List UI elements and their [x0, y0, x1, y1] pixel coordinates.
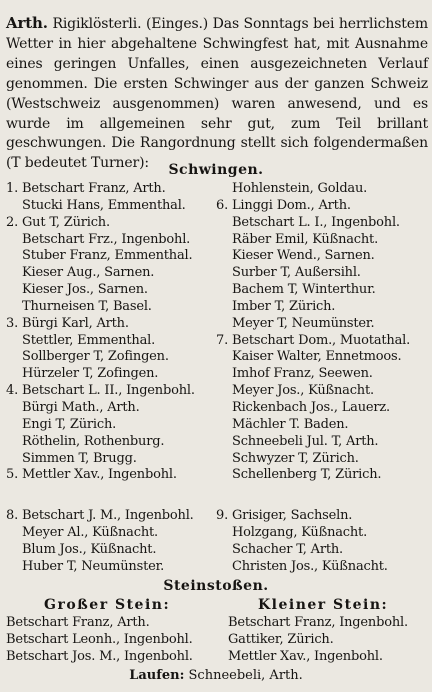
competitor-name: Huber T, Neumünster. — [22, 558, 165, 574]
rank-number: 1. — [6, 181, 19, 196]
competitor-name: Simmen T, Brugg. — [22, 450, 137, 466]
competitor-name: Röthelin, Rothenburg. — [22, 433, 165, 449]
result-entry — [216, 542, 388, 559]
competitor-name: Schacher T, Arth. — [232, 541, 343, 557]
competitor-name: Betschart Franz, Arth. — [22, 181, 166, 196]
result-entry — [216, 525, 388, 542]
result-entry — [216, 508, 388, 525]
competitor-name: Hohlenstein, Goldau. — [232, 181, 368, 196]
result-entry — [6, 383, 195, 400]
result-entry — [6, 333, 195, 350]
result-entry — [216, 299, 410, 316]
grosser-stein-list — [6, 615, 193, 666]
result-entry: Betschart Franz, Ingenbohl. — [228, 615, 408, 630]
competitor-name: Engi T, Zürich. — [22, 416, 117, 432]
competitor-name: Schwyzer T, Zürich. — [232, 450, 359, 466]
result-entry — [216, 215, 410, 232]
competitor-name: Thurneisen T, Basel. — [22, 298, 152, 314]
competitor-name: Imhof Franz, Seewen. — [232, 366, 373, 382]
rank-number: 9. — [216, 508, 229, 523]
result-entry — [216, 181, 410, 198]
intro-text: Rigiklösterli. (Einges.) Das Sonntags bei herrlichstem Wetter in hier abgehaltene Schwingfest hat, mit Ausnahme eines geringen Unfalles, einen ausgezeichneten Verlauf genommen. Die ersten Schwinger aus der ganzen Schweiz (Westschweiz ausgenommen) waren anwesend, und es wurde im allgemeinen sehr gut, zum Teil brillant geschwungen. Die Rangordnung stellt sich folgendermaßen (T bedeutet Turner): — [6, 16, 428, 172]
result-entry — [6, 451, 195, 468]
result-entry — [6, 248, 195, 265]
result-entry — [6, 181, 195, 198]
result-entry — [216, 366, 410, 383]
rank-number: 3. — [6, 315, 19, 331]
result-entry: Betschart Leonh., Ingenbohl. — [6, 631, 193, 647]
rank-number: 5. — [6, 467, 19, 483]
competitor-name: Grisiger, Sachseln. — [232, 508, 353, 523]
laufen-label: Laufen: — [129, 668, 185, 683]
competitor-name: Betschart L. I., Ingenbohl. — [232, 214, 400, 230]
result-entry — [6, 525, 194, 542]
result-entry — [6, 265, 195, 282]
grosser-stein-heading: Großer Stein: — [44, 597, 171, 613]
competitor-name: Mächler T. Baden. — [232, 416, 349, 432]
result-entry — [216, 316, 410, 333]
competitor-name: Holzgang, Küßnacht. — [232, 524, 368, 540]
competitor-name: Betschart Frz., Ingenbohl. — [22, 231, 191, 247]
competitor-name: Betschart J. M., Ingenbohl. — [22, 508, 194, 523]
competitor-name: Christen Jos., Küßnacht. — [232, 558, 388, 574]
rank-number: 2. — [6, 214, 19, 230]
result-entry: Gattiker, Zürich. — [228, 631, 334, 647]
competitor-name: Meyer Al., Küßnacht. — [22, 524, 158, 540]
competitor-name: Stettler, Emmenthal. — [22, 332, 156, 348]
laufen-winner: Schneebeli, Arth. — [188, 668, 303, 683]
result-entry — [6, 508, 194, 525]
schwingen-right-column-2 — [216, 508, 388, 575]
result-entry — [216, 349, 410, 366]
result-entry — [216, 282, 410, 299]
rank-number: 6. — [216, 197, 229, 213]
result-entry — [216, 232, 410, 249]
result-entry: Mettler Xav., Ingenbohl. — [228, 648, 383, 664]
result-entry — [6, 232, 195, 249]
competitor-name: Mettler Xav., Ingenbohl. — [22, 467, 177, 483]
result-entry — [216, 198, 410, 215]
result-entry: Betschart Franz, Arth. — [6, 615, 150, 630]
result-entry — [6, 417, 195, 434]
competitor-name: Meyer Jos., Küßnacht. — [232, 383, 374, 399]
competitor-name: Stucki Hans, Emmenthal. — [22, 197, 186, 213]
competitor-name: Rickenbach Jos., Lauerz. — [232, 399, 390, 415]
schwingen-left-column — [6, 181, 195, 484]
result-entry — [6, 349, 195, 366]
kleiner-stein-heading: Kleiner Stein: — [258, 597, 389, 613]
result-entry — [216, 434, 410, 451]
result-entry — [6, 542, 194, 559]
competitor-name: Bürgi Math., Arth. — [22, 399, 140, 415]
competitor-name: Bachem T, Winterthur. — [232, 282, 376, 298]
result-entry — [216, 265, 410, 282]
competitor-name: Linggi Dom., Arth. — [232, 197, 351, 213]
competitor-name: Kieser Wend., Sarnen. — [232, 248, 375, 264]
competitor-name: Kieser Aug., Sarnen. — [22, 265, 155, 281]
laufen-line — [0, 668, 432, 683]
competitor-name: Meyer T, Neumünster. — [232, 315, 375, 331]
competitor-name: Imber T, Zürich. — [232, 298, 336, 314]
kleiner-stein-list — [228, 615, 408, 666]
intro-paragraph — [6, 14, 428, 174]
place-heading: Arth. — [6, 14, 48, 32]
result-entry — [6, 215, 195, 232]
competitor-name: Surber T, Außersihl. — [232, 265, 361, 281]
competitor-name: Kaiser Walter, Ennetmoos. — [232, 349, 402, 365]
competitor-name: Blum Jos., Küßnacht. — [22, 541, 157, 557]
schwingen-left-column-2 — [6, 508, 194, 575]
competitor-name: Räber Emil, Küßnacht. — [232, 231, 379, 247]
result-entry — [6, 299, 195, 316]
rank-number: 7. — [216, 332, 229, 348]
result-entry: Betschart Jos. M., Ingenbohl. — [6, 648, 193, 664]
result-entry — [6, 282, 195, 299]
result-entry — [6, 316, 195, 333]
result-entry — [6, 400, 195, 417]
competitor-name: Betschart Dom., Muotathal. — [232, 332, 411, 348]
result-entry — [6, 198, 195, 215]
result-entry — [216, 400, 410, 417]
result-entry — [216, 559, 388, 576]
competitor-name: Schellenberg T, Zürich. — [232, 467, 382, 483]
result-entry — [216, 417, 410, 434]
result-entry — [216, 467, 410, 484]
result-entry — [6, 467, 195, 484]
competitor-name: Bürgi Karl, Arth. — [22, 315, 129, 331]
steinstossen-heading: Steinstoßen. — [163, 578, 269, 594]
competitor-name: Sollberger T, Zofingen. — [22, 349, 169, 365]
result-entry — [216, 451, 410, 468]
rank-number: 4. — [6, 383, 19, 399]
result-entry — [6, 366, 195, 383]
rank-number: 8. — [6, 508, 19, 523]
result-entry — [216, 333, 410, 350]
competitor-name: Gut T, Zürich. — [22, 214, 110, 230]
result-entry — [6, 434, 195, 451]
competitor-name: Betschart L. II., Ingenbohl. — [22, 383, 195, 399]
competitor-name: Hürzeler T, Zofingen. — [22, 366, 159, 382]
result-entry — [6, 559, 194, 576]
result-entry — [216, 383, 410, 400]
competitor-name: Stuber Franz, Emmenthal. — [22, 248, 193, 264]
result-entry — [216, 248, 410, 265]
schwingen-heading: Schwingen. — [168, 162, 264, 178]
competitor-name: Kieser Jos., Sarnen. — [22, 282, 148, 298]
schwingen-right-column — [216, 181, 410, 484]
competitor-name: Schneebeli Jul. T, Arth. — [232, 433, 379, 449]
